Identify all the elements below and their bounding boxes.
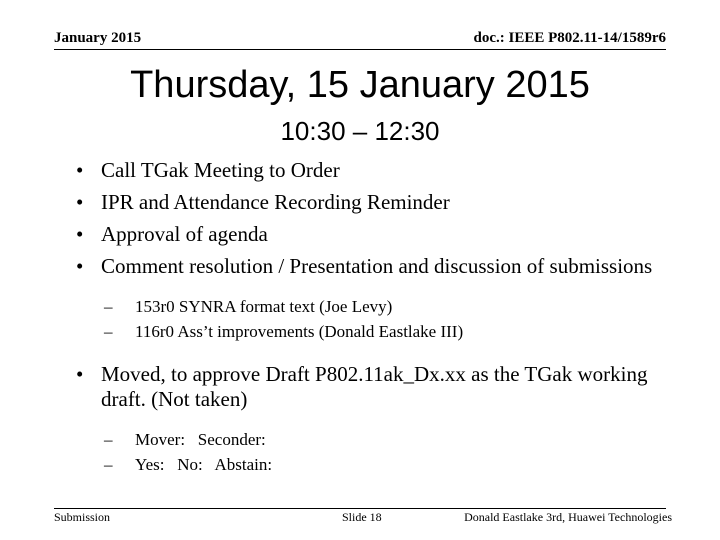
slide-title: Thursday, 15 January 2015 [130, 64, 590, 106]
bullet-glyph: • [76, 254, 84, 278]
bullet-glyph: • [76, 190, 84, 214]
footer-author: Donald Eastlake 3rd, Huawei Technologies [464, 510, 672, 524]
agenda-item [76, 158, 676, 183]
submissions-list [76, 295, 676, 343]
agenda-item-text: Comment resolution / Presentation and discussion of submissions [101, 254, 653, 278]
slide-body [76, 158, 676, 495]
footer-submission: Submission [54, 510, 111, 524]
motion-list [76, 362, 676, 412]
agenda-item-text: Approval of agenda [101, 222, 268, 246]
dash-glyph: – [104, 322, 113, 341]
agenda-item [76, 190, 676, 215]
submission-item-text: 153r0 SYNRA format text (Joe Levy) [135, 297, 393, 316]
submission-item [104, 295, 676, 318]
submission-item-text: 116r0 Ass’t improvements (Donald Eastlake III) [135, 322, 464, 341]
motion-text: Moved, to approve Draft P802.11ak_Dx.xx as the TGak working draft. (Not taken) [101, 362, 648, 411]
vote-item-text: Mover: Seconder: [135, 430, 266, 449]
header-doc-id: doc.: IEEE P802.11-14/1589r6 [473, 30, 666, 46]
submission-item [104, 320, 676, 343]
agenda-item [76, 222, 676, 247]
footer-slide-number: Slide 18 [342, 510, 382, 524]
dash-glyph: – [104, 430, 113, 449]
header-date: January 2015 [54, 30, 142, 46]
agenda-item-text: IPR and Attendance Recording Reminder [101, 190, 450, 214]
agenda-item [76, 254, 676, 279]
vote-item [104, 428, 676, 451]
vote-item [104, 453, 676, 476]
bullet-glyph: • [76, 362, 84, 386]
bullet-glyph: • [76, 222, 84, 246]
vote-list [76, 428, 676, 476]
footer-divider [54, 508, 666, 509]
dash-glyph: – [104, 297, 113, 316]
vote-item-text: Yes: No: Abstain: [135, 455, 273, 474]
slide-subtitle-time: 10:30 – 12:30 [280, 116, 440, 146]
motion-item [76, 362, 676, 412]
agenda-item-text: Call TGak Meeting to Order [101, 158, 340, 182]
bullet-glyph: • [76, 158, 84, 182]
agenda-list [76, 158, 676, 279]
dash-glyph: – [104, 455, 113, 474]
header-divider [54, 49, 666, 50]
